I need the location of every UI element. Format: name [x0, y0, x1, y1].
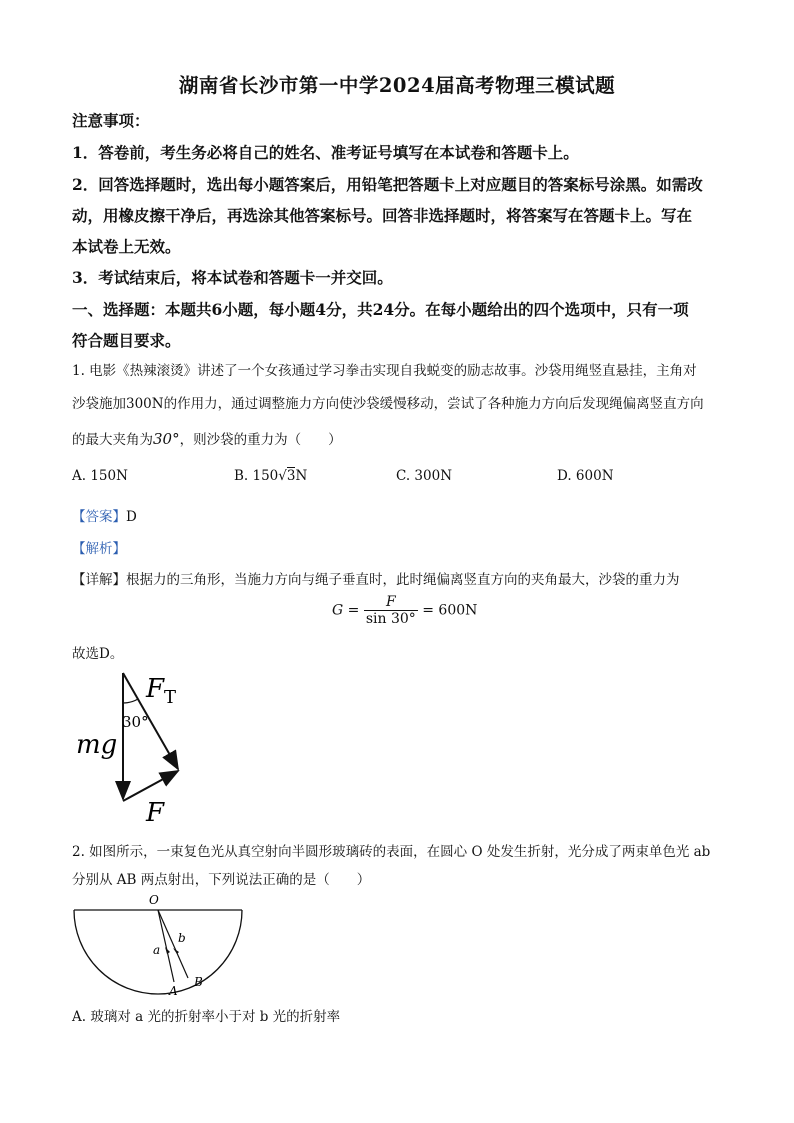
- notice-item-2-line2: 动，用橡皮擦干净后，再选涂其他答案标号。回答非选择题时，将答案写在答题卡上。写在: [72, 206, 693, 225]
- q2-line2: 分别从 AB 两点射出，下列说法正确的是（ ）: [72, 872, 371, 888]
- f-vector: [123, 771, 178, 801]
- ray-b-arrow: [173, 948, 179, 954]
- mg-label: mg: [76, 730, 118, 760]
- page-title: 湖南省长沙市第一中学2024届高考物理三模试题: [178, 74, 616, 97]
- angle-arc: [123, 699, 138, 703]
- q1-option-c: C. 300N: [396, 468, 453, 484]
- notice-item-2-line3: 本试卷上无效。: [72, 237, 181, 256]
- point-o-label: O: [149, 893, 159, 907]
- formula-numerator: F: [364, 594, 418, 611]
- ray-a: [158, 910, 174, 982]
- formula-lhs: G =: [332, 602, 360, 619]
- force-triangle-diagram: [70, 665, 210, 830]
- q2-line1: 2. 如图所示，一束复色光从真空射向半圆形玻璃砖的表面，在圆心 O 处发生折射，光分成了两束单色光 ab: [72, 844, 711, 860]
- q1-option-d: D. 600N: [557, 468, 614, 484]
- q1-detail: [72, 568, 680, 588]
- q1-line3: [72, 428, 342, 448]
- notice-item-3: 3．考试结束后，将本试卷和答题卡一并交回。: [72, 268, 393, 287]
- formula-denominator: sin 30°: [365, 611, 416, 627]
- notice-item-1: 1．答卷前，考生务必将自己的姓名、准考证号填写在本试卷和答题卡上。: [72, 143, 579, 162]
- notice-heading: 注意事项：: [72, 111, 150, 130]
- answer-value: D: [126, 509, 137, 525]
- answer-tag: 【答案】: [72, 509, 126, 525]
- q1-formula: [332, 594, 477, 627]
- semicircle-glass-diagram: [66, 892, 246, 1002]
- q1-line2: 沙袋施加300N的作用力，通过调整施力方向使沙袋缓慢移动，尝试了各种施力方向后发现绳偏离竖直方向: [72, 396, 704, 412]
- q1-line1: 1. 电影《热辣滚烫》讲述了一个女孩通过学习拳击实现自我蜕变的励志故事。沙袋用绳竖直悬挂，主角对: [72, 363, 697, 379]
- q1-option-b-root: 3: [286, 468, 296, 484]
- q1-option-a: A. 150N: [72, 468, 128, 484]
- formula-rhs: = 600N: [422, 602, 478, 619]
- ray-a-label: a: [153, 943, 161, 957]
- formula-fraction: [364, 594, 418, 627]
- q1-option-b: [234, 468, 307, 484]
- q1-option-b-prefix: B. 150: [234, 468, 279, 484]
- ray-a-arrow: [165, 947, 170, 954]
- section1-line1: 一、选择题：本题共6小题，每小题4分，共24分。在每小题给出的四个选项中，只有一项: [72, 300, 689, 319]
- q1-option-b-unit: N: [295, 468, 308, 484]
- q1-line3-pre: 的最大夹角为: [72, 432, 153, 448]
- f-label: F: [146, 798, 165, 828]
- angle-label: 30°: [122, 713, 149, 731]
- detail-tag: 【详解】: [72, 572, 126, 588]
- notice-item-2-line1: 2．回答选择题时，选出每小题答案后，用铅笔把答题卡上对应题目的答案标号涂黑。如需改: [72, 175, 703, 194]
- q1-line3-post: ，则沙袋的重力为（ ）: [179, 432, 342, 448]
- q1-angle: 30°: [153, 430, 180, 448]
- q1-answer: [72, 505, 137, 525]
- q1-conclusion: 故选D。: [72, 646, 124, 662]
- q2-option-a: A. 玻璃对 a 光的折射率小于对 b 光的折射率: [72, 1009, 341, 1025]
- ft-label: $F_T$: [146, 674, 177, 708]
- analysis-tag: 【解析】: [72, 541, 126, 557]
- section1-line2: 符合题目要求。: [72, 331, 181, 350]
- ray-b-label: b: [178, 931, 186, 945]
- point-b-label: B: [194, 975, 203, 989]
- point-a-label: A: [169, 984, 178, 998]
- detail-text: 根据力的三角形，当施力方向与绳子垂直时，此时绳偏离竖直方向的夹角最大，沙袋的重力为: [126, 572, 680, 588]
- sqrt-symbol: √: [278, 468, 287, 484]
